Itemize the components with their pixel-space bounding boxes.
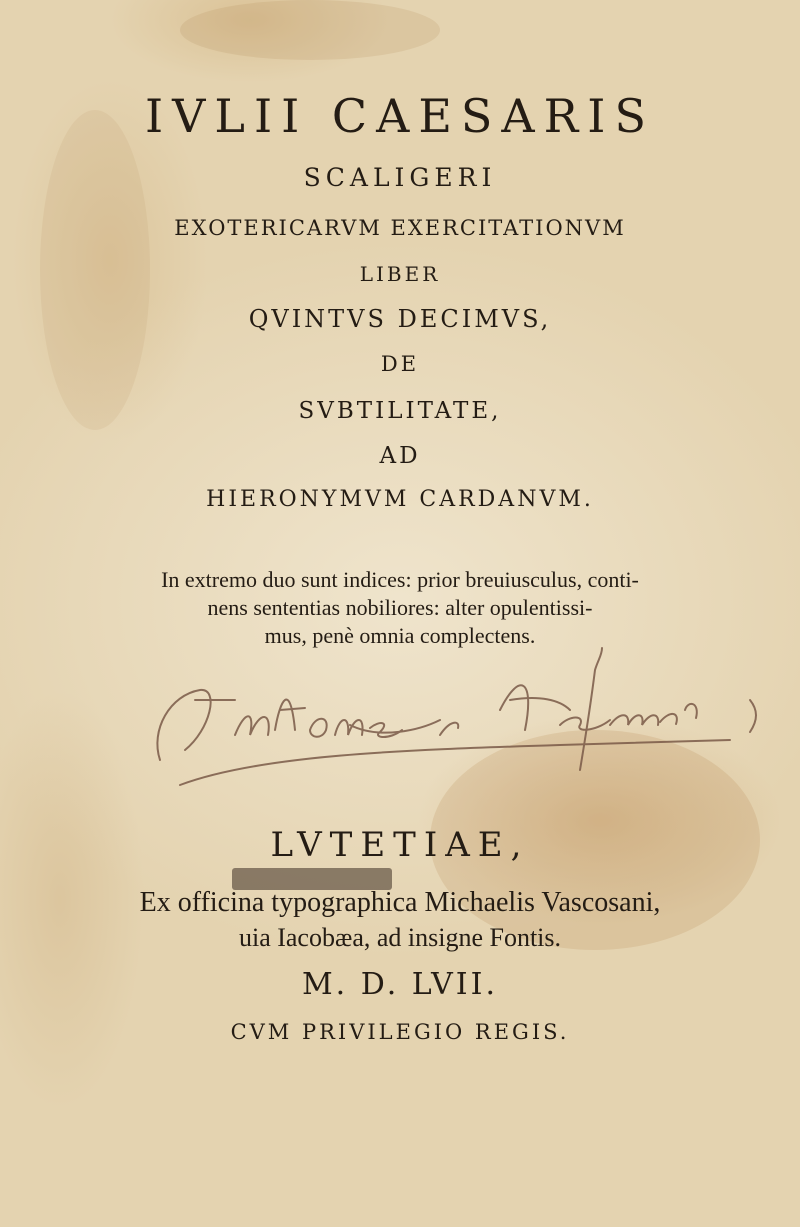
imprint-printer: Ex officina typographica Michaelis Vascosani,: [139, 887, 661, 918]
liber-line: LIBER: [359, 262, 441, 286]
ad-line: AD: [379, 443, 421, 469]
author-surname: SCALIGERI: [303, 163, 497, 192]
description-line-1: In extremo duo sunt indices: prior breuiusculus, conti-: [161, 567, 639, 592]
subject-line: SVBTILITATE,: [298, 398, 502, 424]
de-line: DE: [380, 352, 420, 376]
manuscript-signature: [140, 640, 760, 800]
book-number: QVINTVS DECIMVS,: [248, 305, 552, 333]
description-line-2: nens sententias nobiliores: alter opulentissi-: [207, 595, 593, 620]
imprint-address: uia Iacobæa, ad insigne Fontis.: [238, 923, 562, 952]
imprint-year: M. D. LVII.: [301, 967, 499, 1002]
author-line: IVLII CAESARIS: [145, 89, 655, 143]
addressee-line: HIERONYMVM CARDANVM.: [206, 487, 594, 512]
foxing-stain: [180, 0, 440, 60]
work-title: EXOTERICARVM EXERCITATIONVM: [174, 216, 626, 240]
privilege-line: CVM PRIVILEGIO REGIS.: [230, 1020, 570, 1044]
description-line-3: mus, penè omnia complectens.: [264, 623, 536, 648]
imprint-place: LVTETIAE,: [270, 825, 530, 865]
